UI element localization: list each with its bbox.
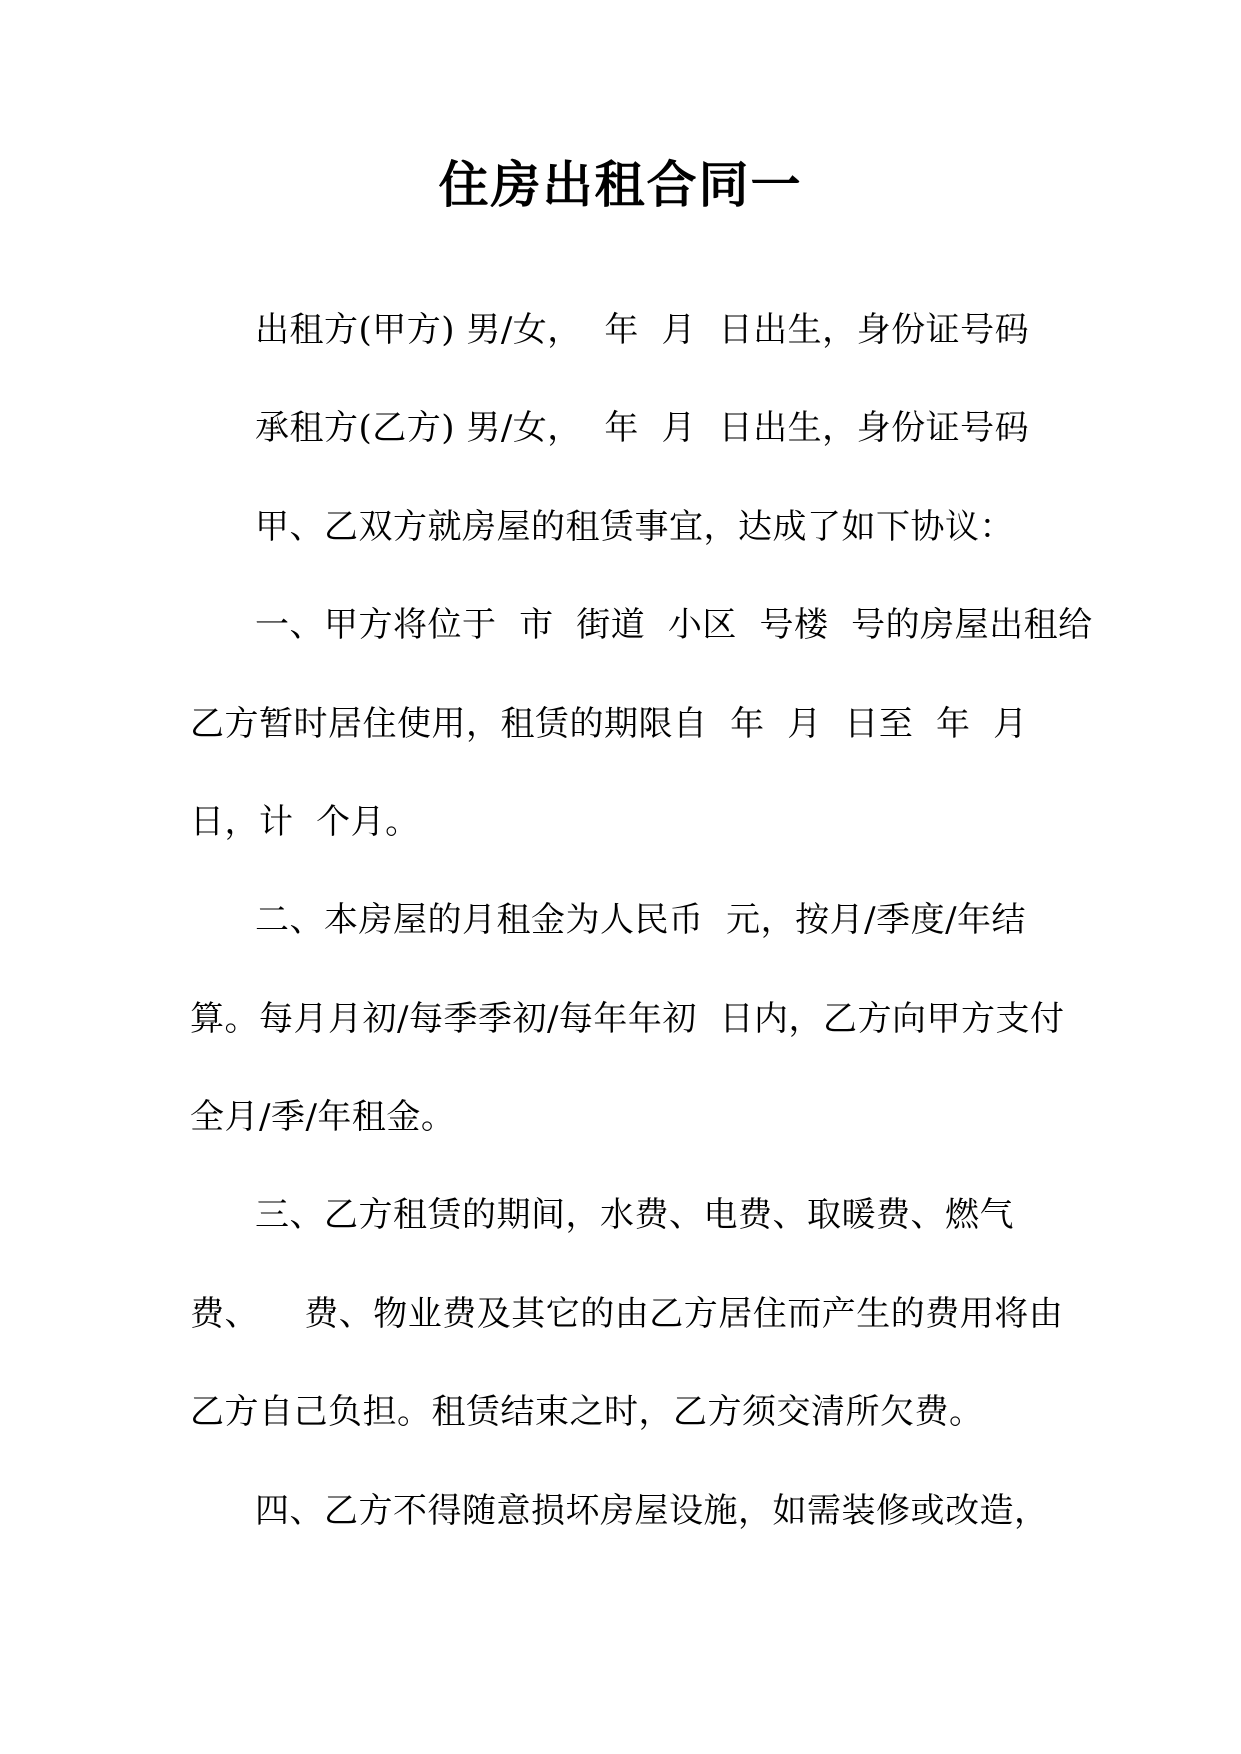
clause-2-line-1: 二、本房屋的月租金为人民币 元，按月/季度/年结 [255,900,1027,940]
clause-3-line-2: 费、 费、物业费及其它的由乙方居住而产生的费用将由 [190,1294,1064,1334]
clause-4-line-1: 四、乙方不得随意损坏房屋设施，如需装修或改造， [255,1491,1049,1531]
document-title: 住房出租合同一 [438,156,803,214]
clause-1-line-2: 乙方暂时居住使用，租赁的期限自 年 月 日至 年 月 [190,704,1028,744]
clause-1-line-1: 一、甲方将位于 市 街道 小区 号楼 号的房屋出租给 [255,605,1093,645]
clause-1-line-3: 日，计 个月。 [190,802,420,842]
clause-2-line-2: 算。每月月初/每季季初/每年年初 日内，乙方向甲方支付 [190,999,1065,1039]
paragraph-lessor: 出租方(甲方) 男/女， 年 月 日出生，身份证号码 [255,310,1030,350]
clause-3-line-1: 三、乙方租赁的期间，水费、电费、取暖费、燃气 [255,1195,1014,1235]
clause-3-line-3: 乙方自己负担。租赁结束之时，乙方须交清所欠费。 [190,1392,984,1432]
paragraph-agreement-intro: 甲、乙双方就房屋的租赁事宜，达成了如下协议： [255,507,1014,547]
paragraph-lessee: 承租方(乙方) 男/女， 年 月 日出生，身份证号码 [255,408,1030,448]
clause-2-line-3: 全月/季/年租金。 [190,1097,456,1137]
